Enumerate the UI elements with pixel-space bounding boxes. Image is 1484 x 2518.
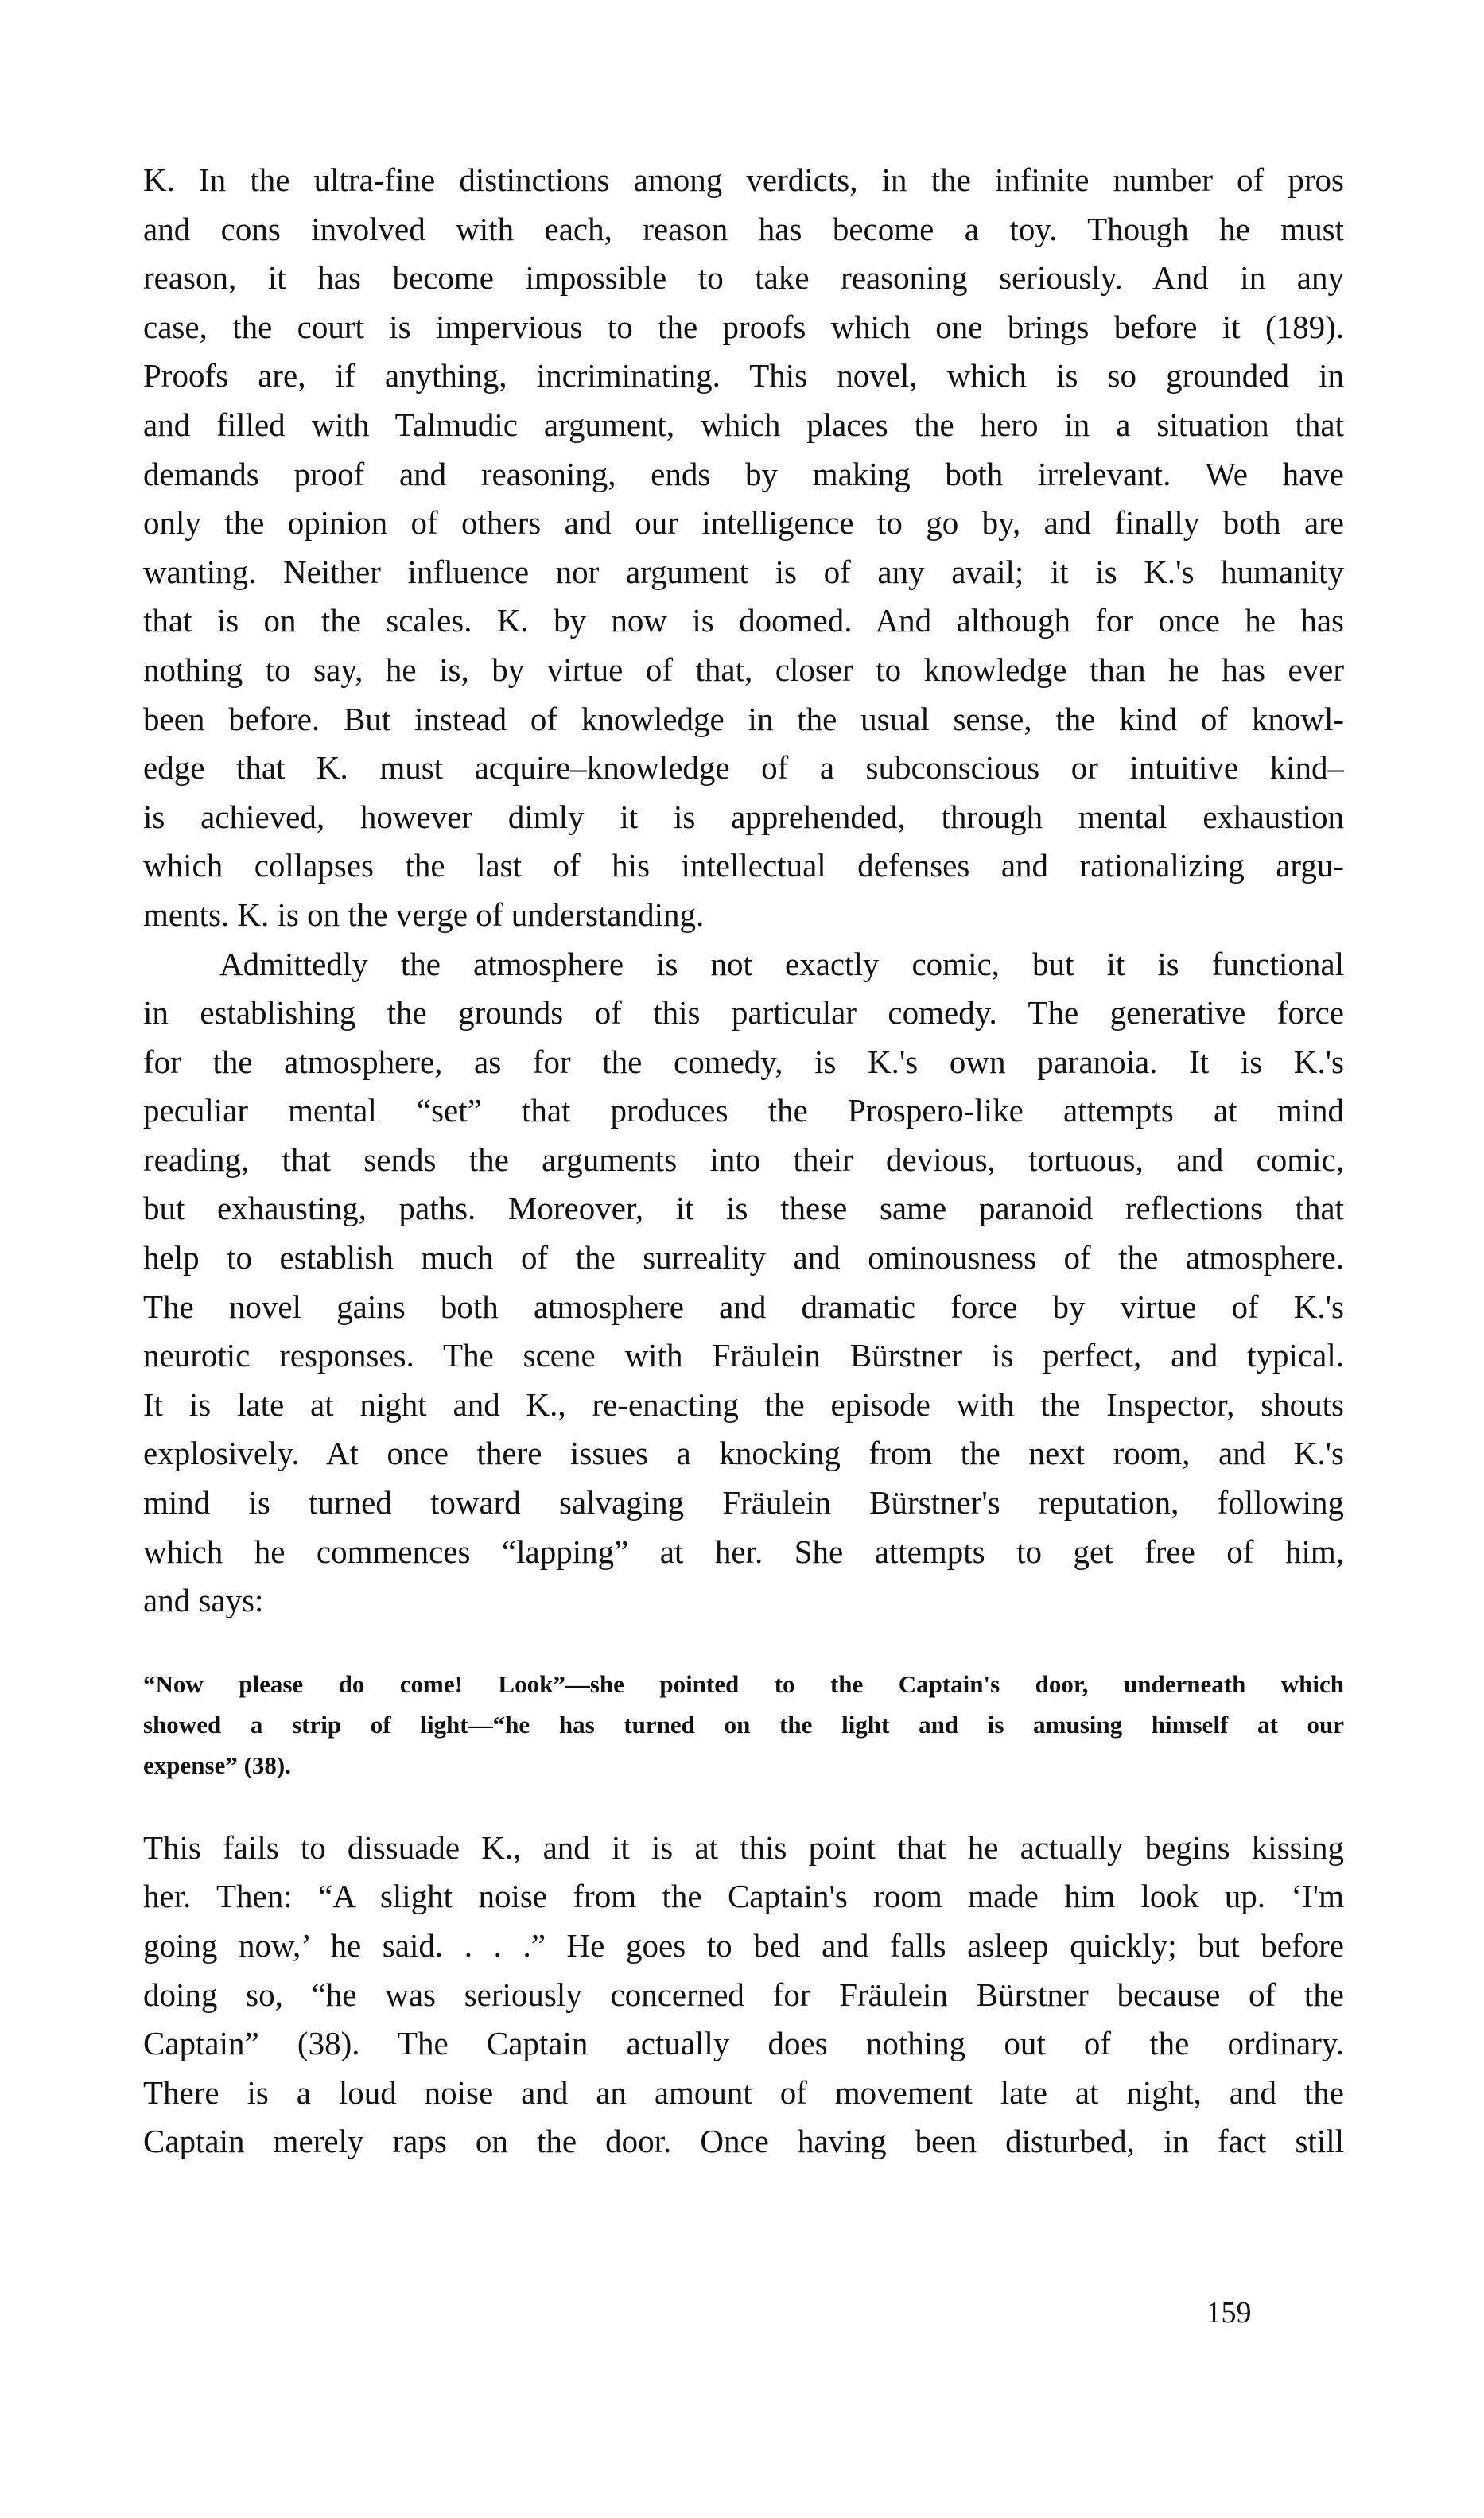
page-number: 159 xyxy=(1206,2296,1252,2330)
paragraph-2-line: help to establish much of the surreality and ominousness of the atmosphere. xyxy=(143,1239,1344,1276)
paragraph-2-line: It is late at night and K., re-enacting the episode with the Inspector, shouts xyxy=(143,1385,1344,1423)
paragraph-1-line: wanting. Neither influence nor argument is of any avail; it is K.'s humanity xyxy=(143,553,1344,590)
paragraph-2 xyxy=(143,940,1344,1626)
paragraph-1 xyxy=(143,156,1344,940)
paragraph-1-line: K. In the ultra-fine distinctions among verdicts, in the infinite number of pros xyxy=(143,161,1344,198)
paragraph-2-line: but exhausting, paths. Moreover, it is these same paranoid reflections that xyxy=(143,1190,1344,1227)
paragraph-1-line: nothing to say, he is, by virtue of that, closer to knowledge than he has ever xyxy=(143,651,1344,688)
paragraph-2-line: peculiar mental “set” that produces the Prospero-like attempts at mind xyxy=(143,1092,1344,1129)
paragraph-2-line: explosively. At once there issues a knocking from the next room, and K.'s xyxy=(143,1435,1344,1472)
paragraph-2-line: Admittedly the atmosphere is not exactly comic, but it is functional xyxy=(219,945,1344,982)
paragraph-1-line: ments. K. is on the verge of understanding. xyxy=(143,896,705,933)
paragraph-3-line: Captain” (38). The Captain actually does nothing out of the ordinary. xyxy=(143,2025,1344,2062)
page-body xyxy=(143,156,1344,2166)
paragraph-1-line: is achieved, however dimly it is apprehended, through mental exhaustion xyxy=(143,798,1344,835)
paragraph-2-line: reading, that sends the arguments into their devious, tortuous, and comic, xyxy=(143,1140,1344,1178)
paragraph-1-line: and filled with Talmudic argument, which places the hero in a situation that xyxy=(143,406,1344,443)
paragraph-3-line: Captain merely raps on the door. Once having been disturbed, in fact still xyxy=(143,2123,1344,2160)
paragraph-3-line: going now,’ he said. . . .” He goes to bed and falls asleep quickly; but before xyxy=(143,1927,1344,1964)
paragraph-1-line: which collapses the last of his intellectual defenses and rationalizing argu- xyxy=(143,847,1344,884)
paragraph-3-line: This fails to dissuade K., and it is at this point that he actually begins kissing xyxy=(143,1828,1344,1866)
paragraph-1-line: demands proof and reasoning, ends by making both irrelevant. We have xyxy=(143,455,1344,492)
paragraph-1-line: been before. But instead of knowledge in the usual sense, the kind of knowl- xyxy=(143,700,1344,737)
paragraph-1-line: case, the court is impervious to the proofs which one brings before it (189). xyxy=(143,308,1344,345)
paragraph-1-line: and cons involved with each, reason has become a toy. Though he must xyxy=(143,210,1344,247)
paragraph-3-line: There is a loud noise and an amount of movement late at night, and the xyxy=(143,2073,1344,2111)
block-quote-line: showed a strip of light—“he has turned on the light and is amusing himself at our xyxy=(143,1710,1344,1739)
paragraph-1-line: that is on the scales. K. by now is doomed. And although for once he has xyxy=(143,602,1344,639)
paragraph-2-line: The novel gains both atmosphere and dramatic force by virtue of K.'s xyxy=(143,1288,1344,1325)
paragraph-2-line: in establishing the grounds of this particular comedy. The generative force xyxy=(143,994,1344,1032)
paragraph-2-line: and says: xyxy=(143,1582,264,1619)
paragraph-1-line: Proofs are, if anything, incriminating. This novel, which is so grounded in xyxy=(143,357,1344,394)
paragraph-3-line: doing so, “he was seriously concerned for Fräulein Bürstner because of the xyxy=(143,1976,1344,2013)
paragraph-1-line: reason, it has become impossible to take reasoning seriously. And in any xyxy=(143,259,1344,297)
paragraph-3 xyxy=(143,1824,1344,2166)
paragraph-2-line: for the atmosphere, as for the comedy, is K.'s own paranoia. It is K.'s xyxy=(143,1043,1344,1080)
paragraph-1-line: edge that K. must acquire–knowledge of a subconscious or intuitive kind– xyxy=(143,749,1344,787)
block-quote-line: expense” (38). xyxy=(143,1751,291,1779)
paragraph-1-line: only the opinion of others and our intelligence to go by, and finally both are xyxy=(143,504,1344,542)
block-quote xyxy=(143,1664,1344,1786)
paragraph-2-line: which he commences “lapping” at her. She attempts to get free of him, xyxy=(143,1533,1344,1570)
paragraph-2-line: neurotic responses. The scene with Fräulein Bürstner is perfect, and typical. xyxy=(143,1337,1344,1374)
paragraph-3-line: her. Then: “A slight noise from the Captain's room made him look up. ‘I'm xyxy=(143,1878,1344,1915)
block-quote-line: “Now please do come! Look”—she pointed to the Captain's door, underneath which xyxy=(143,1669,1344,1698)
paragraph-2-line: mind is turned toward salvaging Fräulein Bürstner's reputation, following xyxy=(143,1484,1344,1521)
